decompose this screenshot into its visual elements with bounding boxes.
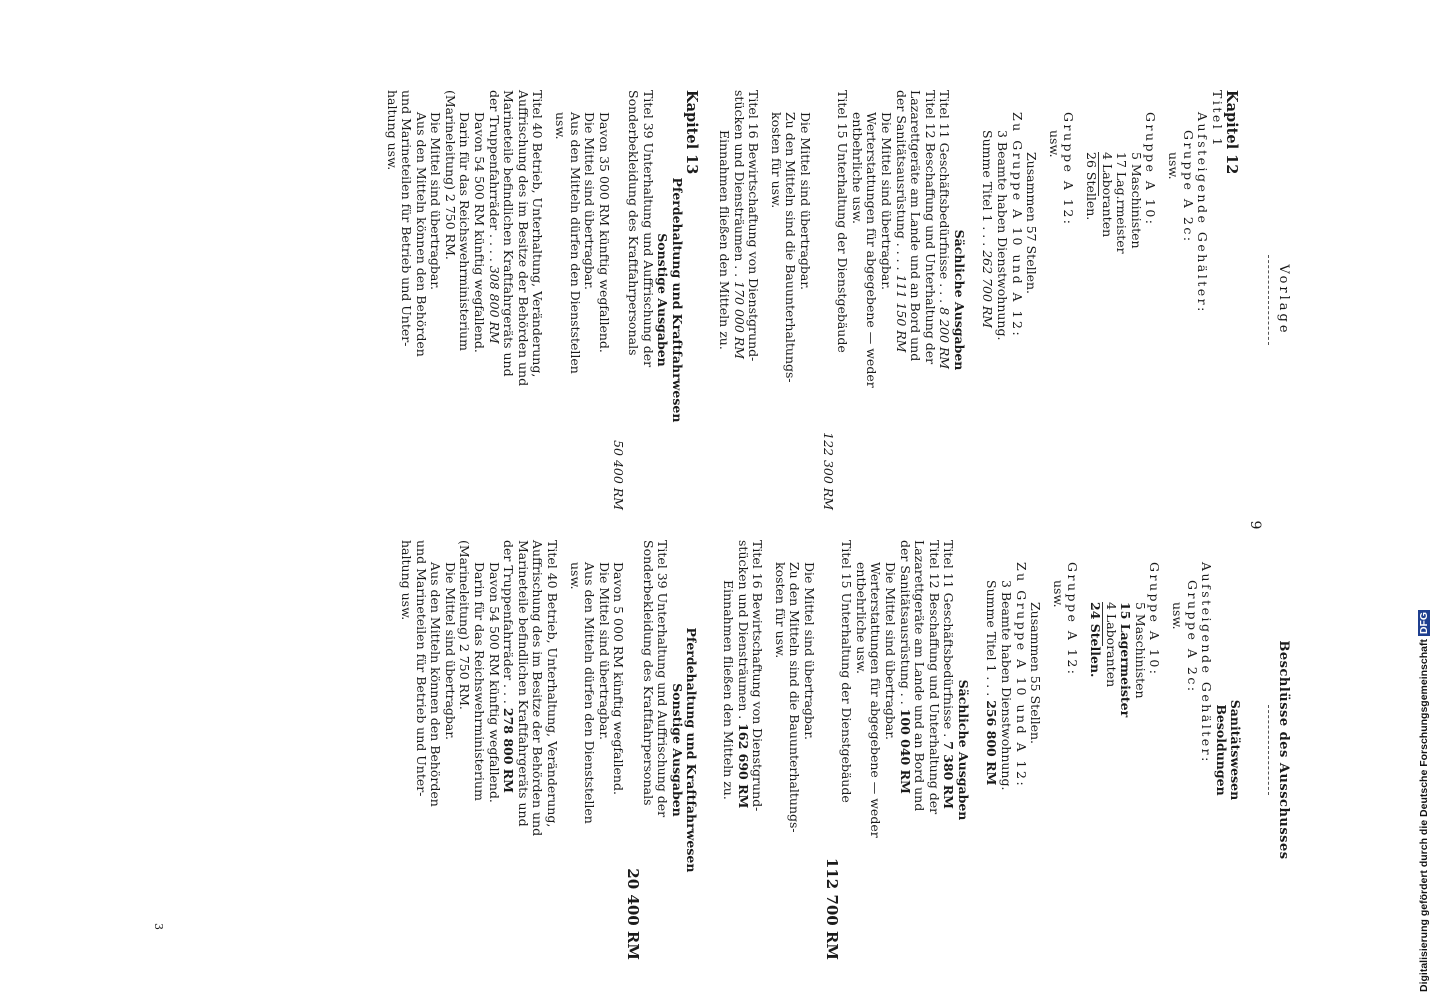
maschinisten: 5 Maschinisten	[1132, 602, 1148, 699]
besoldungen-heading: Besoldungen	[1213, 704, 1229, 796]
titel-12-line: Lazarettgeräte am Lande und an Bord und	[908, 90, 924, 362]
titel-11-amount: 7 380 RM	[941, 741, 957, 809]
heading-separator	[1268, 705, 1269, 795]
rotated-document	[140, 90, 1290, 960]
titel-15-line: Titel 15 Unterhaltung der Dienstgebäude	[839, 540, 855, 803]
pferdehaltung-heading: Pferdehaltung und Kraftfahrwesen	[684, 627, 700, 873]
titel-12-line	[893, 90, 908, 510]
titel-15-note: Die Mittel sind übertragbar.	[797, 112, 813, 290]
lagermeister: 17 Lag.rmeister	[1114, 152, 1130, 254]
vorlage-heading: Vorlage	[1276, 264, 1291, 336]
titel-16-label: stücken und Diensträumen . .	[731, 90, 747, 278]
titel-12-note: entbehrliche usw.	[853, 562, 869, 674]
titel-16-line: Titel 16 Bewirtschaftung von Dienstgrund-	[750, 540, 766, 812]
kapitel-13-heading: Kapitel 13	[683, 90, 701, 175]
titel-39-line: Sonderbekleidung des Kraftfahrpersonals	[626, 90, 642, 356]
titel-12-label: der Sanitätsausrüstung . . . .	[893, 90, 909, 271]
digitization-note	[1418, 12, 1432, 992]
heading-separator	[1268, 255, 1269, 345]
usw-line: usw.	[1170, 602, 1186, 630]
titel-40-note: Davon 54 500 RM künftig wegfallend.	[472, 112, 488, 353]
titel-40-note: und Marineteilen für Betrieb und Unter-	[399, 90, 415, 347]
lagermeister: 15 Lagermeister	[1118, 602, 1134, 718]
titel-40-line: Marineteile befindlichen Kraftfahrgeräts und	[515, 540, 531, 827]
titel-39-note: Aus den Mitteln dürfen den Dienststellen	[582, 562, 598, 824]
titel-12-label: der Sanitätsausrüstung . .	[897, 540, 913, 705]
titel-40-line: Titel 40 Betrieb, Unterhaltung, Veränderung,	[545, 540, 561, 828]
titel-40-note: Die Mittel sind übertragbar.	[428, 112, 444, 290]
sanitaetswesen-heading: Sanitätswesen	[1228, 699, 1244, 801]
beschluesse-column	[140, 540, 1290, 960]
titel-40-note: haltung usw.	[384, 90, 400, 171]
titel-12-amount: 111 150 RM	[893, 274, 909, 353]
titel-12-line: Titel 12 Beschaffung und Unterhaltung der	[922, 90, 938, 365]
titel-40-label: der Truppenfahrräder . . .	[501, 540, 517, 704]
saechliche-ausgaben: Sächliche Ausgaben	[955, 679, 971, 821]
beschluesse-heading: Beschlüsse des Ausschusses	[1276, 640, 1291, 860]
titel-12-line: Titel 12 Beschaffung und Unterhaltung der	[926, 540, 942, 815]
titel-12-note: Die Mittel sind übertragbar.	[878, 112, 894, 290]
titel-15-note: Zu den Mitteln sind die Bauunterhaltungs-	[787, 562, 803, 833]
stellen-total: 26 Stellen.	[1084, 152, 1100, 221]
gruppe-a2c: Gruppe A 2c:	[1180, 130, 1196, 244]
usw-line: usw.	[1050, 580, 1066, 608]
titel-40-amount: 308 800 RM	[486, 265, 502, 344]
titel-40-line: Titel 40 Betrieb, Unterhaltung, Veränderung,	[530, 90, 546, 378]
zusammen-stellen: Zusammen 55 Stellen.	[1028, 602, 1044, 745]
titel-15-note: Zu den Mitteln sind die Bauunterhaltungs-	[783, 112, 799, 383]
titel-40-note: Davon 54 500 RM künftig wegfallend.	[486, 562, 502, 803]
titel-39-note: Davon 5 000 RM künftig wegfallend.	[611, 562, 627, 795]
titel-39-line: Titel 39 Unterhaltung und Auffrischung der	[640, 90, 656, 368]
beamte-dienstwohnung: 3 Beamte haben Dienstwohnung.	[995, 130, 1011, 341]
gruppe-a10: Gruppe A 10:	[1147, 562, 1163, 677]
pferdehaltung-heading: Pferdehaltung und Kraftfahrwesen	[669, 177, 685, 423]
summe-label: Summe Titel 1 . . .	[980, 130, 996, 247]
titel-15-amount: 122 300 RM	[820, 432, 836, 510]
gruppe-a10: Gruppe A 10:	[1143, 112, 1159, 227]
titel-12-line	[897, 540, 912, 960]
titel-40-line: Auffrischung des im Besitze der Behörden und	[515, 90, 531, 387]
summe-label: Summe Titel 1 . . .	[984, 580, 1000, 697]
titel-16-line	[735, 540, 750, 960]
laboranten: 4 Laboranten	[1103, 602, 1119, 688]
titel-40-note: Aus den Mitteln können den Behörden	[413, 112, 429, 357]
titel-16-note: Einnahmen fließen den Mitteln zu.	[717, 130, 732, 350]
usw-line: usw.	[1046, 130, 1062, 158]
summe-amount: 262 700 RM	[980, 250, 996, 329]
titel-16-note: Einnahmen fließen den Mitteln zu.	[721, 580, 736, 800]
titel-11-label: Titel 11 Geschäftsbedürfnisse .	[941, 540, 957, 738]
titel-12-amount: 100 040 RM	[897, 708, 913, 794]
gruppe-a2c: Gruppe A 2c:	[1184, 580, 1200, 694]
titel-11-label: Titel 11 Geschäftsbedürfnisse . . .	[937, 90, 953, 304]
titel-16-label: stücken und Diensträumen .	[735, 540, 751, 720]
maschinisten: 5 Maschinisten	[1128, 152, 1144, 249]
stellen-total: 24 Stellen.	[1088, 602, 1104, 678]
titel-12-note: Werterstattungen für abgegebene — weder	[864, 112, 880, 388]
titel-11	[941, 540, 956, 960]
titel-40-line: Auffrischung des im Besitze der Behörden und	[530, 540, 546, 837]
titel-15-note: kosten für usw.	[772, 562, 788, 659]
titel-39-line: Titel 39 Unterhaltung und Auffrischung der	[655, 540, 671, 818]
titel-40-label: der Truppenfahrräder . . . .	[486, 90, 502, 262]
titel-40-note: und Marineteilen für Betrieb und Unter-	[413, 540, 429, 797]
titel-12-note: Werterstattungen für abgegebene — weder	[868, 562, 884, 838]
titel-15-note: kosten für usw.	[768, 112, 784, 209]
vorlage-column	[140, 90, 1290, 510]
titel-39-note: Davon 35 000 RM künftig wegfallend.	[596, 112, 612, 353]
zu-gruppe: Zu Gruppe A 10 und A 12:	[1009, 112, 1025, 339]
titel-12-note: Die Mittel sind übertragbar.	[882, 562, 898, 740]
titel-11	[937, 90, 952, 510]
titel-39-note: Die Mittel sind übertragbar.	[582, 112, 598, 290]
kapitel-12-heading: Kapitel 12	[1223, 90, 1241, 175]
footer-number: 3	[151, 923, 165, 930]
saechliche-ausgaben: Sächliche Ausgaben	[951, 229, 967, 371]
titel-39-note: usw.	[553, 112, 569, 140]
titel-40-note: (Marineleitung) 2 750 RM.	[442, 90, 458, 260]
titel-15-line: Titel 15 Unterhaltung der Dienstgebäude	[835, 90, 851, 353]
titel-39-note: usw.	[567, 562, 583, 590]
summe-titel-1	[984, 540, 999, 960]
titel-12-note: entbehrliche usw.	[849, 112, 865, 224]
aufsteigende-gehaelter: Aufsteigende Gehälter:	[1195, 112, 1211, 314]
gruppe-a12: Gruppe A 12:	[1061, 112, 1077, 227]
titel-39-note: Die Mittel sind übertragbar.	[596, 562, 612, 740]
titel-39-amount: 50 400 RM	[611, 440, 627, 510]
titel-16-amount: 162 690 RM	[735, 723, 751, 809]
laboranten: 4 Laboranten	[1099, 152, 1115, 238]
sonstige-ausgaben: Sonstige Ausgaben	[655, 233, 671, 367]
titel-40-line: Marineteile befindlichen Kraftfahrgeräts und	[501, 90, 517, 377]
summe-amount: 256 800 RM	[984, 700, 1000, 786]
zu-gruppe: Zu Gruppe A 10 und A 12:	[1013, 562, 1029, 789]
dfg-logo: DFG	[1418, 611, 1430, 635]
titel-39-amount: 20 400 RM	[624, 868, 643, 960]
summe-titel-1	[980, 90, 995, 510]
titel-40-amount: 278 800 RM	[501, 707, 517, 794]
titel-40-note: Die Mittel sind übertragbar.	[442, 562, 458, 740]
titel-40-line	[501, 540, 516, 960]
titel-40-line	[486, 90, 501, 510]
gruppe-a12: Gruppe A 12:	[1065, 562, 1081, 677]
page-number: 9	[1247, 520, 1263, 530]
titel-16-line: Titel 16 Bewirtschaftung von Dienstgrund-	[746, 90, 762, 362]
beamte-dienstwohnung: 3 Beamte haben Dienstwohnung.	[999, 580, 1015, 791]
titel-12-line: Lazarettgeräte am Lande und an Bord und	[912, 540, 928, 812]
titel-40-note: Darin für das Reichswehrministerium	[457, 112, 473, 351]
titel-40-note: Darin für das Reichswehrministerium	[472, 562, 488, 801]
titel-11-amount: 8 200 RM	[937, 307, 953, 370]
titel-39-line: Sonderbekleidung des Kraftfahrpersonals	[640, 540, 656, 806]
usw-line: usw.	[1166, 152, 1182, 180]
titel-40-note: haltung usw.	[399, 540, 415, 621]
digitization-text: Digitalisierung gefördert durch die Deutsche Forschungsgemeinschaft	[1418, 639, 1430, 992]
titel-40-note: Aus den Mitteln können den Behörden	[428, 562, 444, 807]
aufsteigende-gehaelter: Aufsteigende Gehälter:	[1199, 562, 1215, 764]
titel-39-note: Aus den Mitteln dürfen den Dienststellen	[567, 112, 583, 374]
titel-16-line	[731, 90, 746, 510]
titel-15-note: Die Mittel sind übertragbar.	[801, 562, 817, 740]
zusammen-stellen: Zusammen 57 Stellen.	[1024, 152, 1040, 295]
titel-1: Titel 1	[1209, 90, 1225, 149]
titel-16-amount: 170 000 RM	[731, 281, 747, 359]
titel-40-note: (Marineleitung) 2 750 RM.	[457, 540, 473, 710]
sonstige-ausgaben: Sonstige Ausgaben	[669, 683, 685, 817]
titel-15-amount: 112 700 RM	[822, 857, 841, 960]
